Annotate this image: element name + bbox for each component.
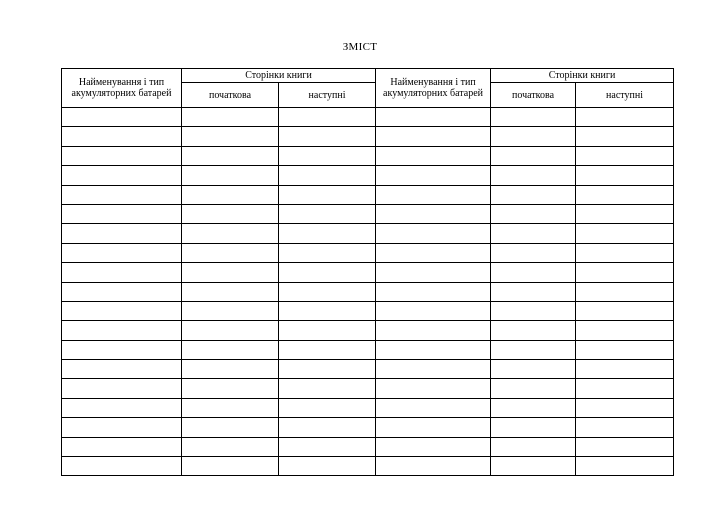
table-row	[62, 146, 674, 165]
battery-name-header-right: Найменування і тип акумуляторних батарей	[376, 69, 491, 108]
table-cell	[182, 321, 279, 340]
next-pages-header-left: наступні	[279, 83, 376, 108]
table-cell	[62, 204, 182, 223]
table-cell	[491, 321, 576, 340]
table-cell	[491, 146, 576, 165]
table-cell	[279, 243, 376, 262]
table-cell	[62, 379, 182, 398]
table-cell	[376, 301, 491, 320]
table-row	[62, 127, 674, 146]
table-cell	[376, 379, 491, 398]
table-cell	[62, 185, 182, 204]
table-cell	[182, 166, 279, 185]
table-cell	[182, 127, 279, 146]
table-cell	[279, 204, 376, 223]
table-cell	[279, 457, 376, 476]
table-cell	[376, 127, 491, 146]
table-cell	[62, 166, 182, 185]
table-body	[62, 108, 674, 476]
table-cell	[576, 166, 674, 185]
table-cell	[376, 398, 491, 417]
table-cell	[62, 360, 182, 379]
table-row	[62, 398, 674, 417]
table-row	[62, 243, 674, 262]
table-row	[62, 185, 674, 204]
table-row	[62, 263, 674, 282]
table-cell	[62, 127, 182, 146]
table-cell	[62, 301, 182, 320]
table-cell	[62, 457, 182, 476]
table-cell	[279, 224, 376, 243]
table-cell	[576, 224, 674, 243]
initial-page-header-left: початкова	[182, 83, 279, 108]
header-row	[62, 69, 674, 83]
table-cell	[576, 108, 674, 127]
table-cell	[491, 185, 576, 204]
table-cell	[376, 224, 491, 243]
table-cell	[576, 301, 674, 320]
table-row	[62, 321, 674, 340]
table-cell	[491, 263, 576, 282]
table-row	[62, 418, 674, 437]
table-cell	[491, 301, 576, 320]
table-cell	[491, 360, 576, 379]
table-cell	[576, 204, 674, 223]
table-cell	[182, 224, 279, 243]
table-cell	[279, 108, 376, 127]
table-cell	[576, 263, 674, 282]
table-cell	[576, 379, 674, 398]
table-cell	[182, 108, 279, 127]
table-cell	[279, 127, 376, 146]
table-row	[62, 437, 674, 456]
table-cell	[182, 301, 279, 320]
table-cell	[279, 360, 376, 379]
table-cell	[279, 379, 376, 398]
table-cell	[182, 437, 279, 456]
table-cell	[491, 282, 576, 301]
table-row	[62, 204, 674, 223]
table-row	[62, 166, 674, 185]
table-cell	[376, 243, 491, 262]
table-cell	[182, 379, 279, 398]
table-row	[62, 282, 674, 301]
table-cell	[62, 437, 182, 456]
table-cell	[491, 166, 576, 185]
table-cell	[279, 437, 376, 456]
table-cell	[182, 185, 279, 204]
table-cell	[62, 340, 182, 359]
table-cell	[576, 418, 674, 437]
table-cell	[279, 321, 376, 340]
table-cell	[376, 457, 491, 476]
table-cell	[279, 185, 376, 204]
table-cell	[491, 418, 576, 437]
table-cell	[182, 340, 279, 359]
table-cell	[62, 418, 182, 437]
table-cell	[491, 243, 576, 262]
table-cell	[62, 263, 182, 282]
table-cell	[576, 457, 674, 476]
table-cell	[376, 108, 491, 127]
table-cell	[376, 437, 491, 456]
table-cell	[376, 418, 491, 437]
table-cell	[62, 224, 182, 243]
table-cell	[279, 263, 376, 282]
table-cell	[62, 146, 182, 165]
table-cell	[182, 263, 279, 282]
table-cell	[376, 204, 491, 223]
table-cell	[182, 457, 279, 476]
table-cell	[62, 282, 182, 301]
next-pages-header-right: наступні	[576, 83, 674, 108]
table-cell	[279, 282, 376, 301]
table-cell	[491, 108, 576, 127]
contents-table	[61, 68, 674, 476]
table-cell	[182, 360, 279, 379]
table-cell	[376, 185, 491, 204]
table-row	[62, 224, 674, 243]
table-cell	[491, 224, 576, 243]
table-cell	[576, 360, 674, 379]
initial-page-header-right: початкова	[491, 83, 576, 108]
table-cell	[279, 398, 376, 417]
table-cell	[576, 282, 674, 301]
table-cell	[491, 379, 576, 398]
table-cell	[182, 204, 279, 223]
table-cell	[576, 340, 674, 359]
table-cell	[376, 146, 491, 165]
table-cell	[491, 437, 576, 456]
table-cell	[182, 398, 279, 417]
battery-name-header-left: Найменування і тип акумуляторних батарей	[62, 69, 182, 108]
table-cell	[182, 243, 279, 262]
table-cell	[576, 185, 674, 204]
book-pages-header-right: Сторінки книги	[491, 69, 674, 83]
table-cell	[62, 398, 182, 417]
table-cell	[182, 282, 279, 301]
table-cell	[182, 418, 279, 437]
table-cell	[491, 398, 576, 417]
table-row	[62, 360, 674, 379]
table-row	[62, 301, 674, 320]
table-cell	[491, 340, 576, 359]
table-row	[62, 108, 674, 127]
table-cell	[62, 108, 182, 127]
table-cell	[62, 243, 182, 262]
table-cell	[576, 398, 674, 417]
table-cell	[576, 146, 674, 165]
table-cell	[279, 340, 376, 359]
table-cell	[279, 418, 376, 437]
table-row	[62, 340, 674, 359]
table-cell	[576, 127, 674, 146]
book-pages-header-left: Сторінки книги	[182, 69, 376, 83]
table-cell	[279, 146, 376, 165]
table-row	[62, 457, 674, 476]
table-cell	[279, 166, 376, 185]
table-cell	[376, 166, 491, 185]
table-cell	[376, 282, 491, 301]
table-cell	[376, 360, 491, 379]
page-title: ЗМІСТ	[342, 41, 378, 53]
table-cell	[576, 321, 674, 340]
table-row	[62, 379, 674, 398]
table-cell	[491, 457, 576, 476]
table-cell	[376, 340, 491, 359]
table-cell	[182, 146, 279, 165]
table-cell	[376, 321, 491, 340]
table-cell	[376, 263, 491, 282]
table-cell	[576, 243, 674, 262]
table-cell	[62, 321, 182, 340]
table-cell	[491, 127, 576, 146]
table-cell	[576, 437, 674, 456]
table-cell	[491, 204, 576, 223]
table-cell	[279, 301, 376, 320]
